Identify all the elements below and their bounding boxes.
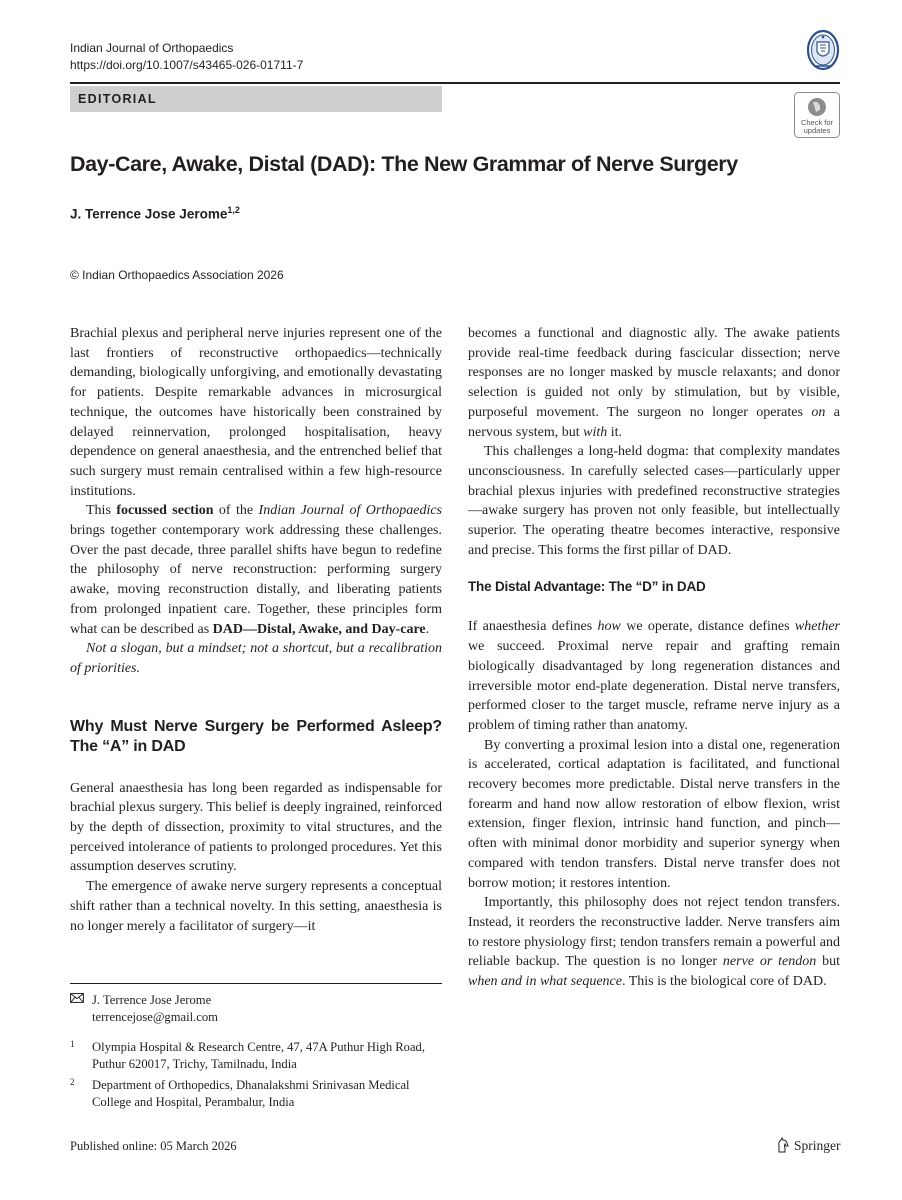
- paragraph: This focussed section of the Indian Journal of Orthopaedics brings together contemporary work addressing these challenges. Over the past decade, three parallel shifts have begun to redefine the philosophy of nerve reconstruction: performing surgery awake, moving reconstruction distally, and liberating patients from prolonged inpatient care. Together, these principles form what can be described as DAD—Distal, Awake, and Day-care.: [70, 503, 443, 637]
- paragraph: By converting a proximal lesion into a distal one, regeneration is accelerated, cortical adaptation is facilitated, and functional recovery becomes more predictable. Distal nerve transfers in the forearm and hand now allow restoration of elbow flexion, wrist extension, finger flexion, intrinsic hand function, and pinch—often with minimal donor morbidity and superior synergy when compared with tendon transfers. Distal nerve transfer does not borrow motion; it restores intention.: [468, 737, 840, 891]
- published-date: Published online: 05 March 2026: [70, 1139, 237, 1153]
- paragraph-italic: Not a slogan, but a mindset; not a shortcut, but a recalibration of priorities.: [70, 641, 442, 676]
- author-affiliations: 1,2: [227, 205, 240, 215]
- article-title: Day-Care, Awake, Distal (DAD): The New Grammar of Nerve Surgery: [70, 152, 738, 176]
- affiliation-text: Department of Orthopedics, Dhanalakshmi Srinivasan Medical College and Hospital, Perambalur, India: [92, 1078, 410, 1109]
- copyright: © Indian Orthopaedics Association 2026: [70, 268, 284, 282]
- page-header: [70, 40, 840, 74]
- paragraph: The emergence of awake nerve surgery represents a conceptual shift rather than a technical novelty. In this setting, anaesthesia is no longer merely a facilitator of surgery—it: [70, 879, 442, 934]
- author-name[interactable]: J. Terrence Jose Jerome: [70, 206, 228, 222]
- springer-horse-icon: [776, 1137, 790, 1153]
- section-label: EDITORIAL: [70, 86, 442, 112]
- paragraph: General anaesthesia has long been regarded as indispensable for brachial plexus surgery. This belief is deeply ingrained, reinforced by the depth of dissection, proximity to vital structures, and the perceived intolerance of patients to prolonged procedures. Yet this assumption deserves scrutiny.: [70, 780, 442, 875]
- check-for-updates-button[interactable]: [794, 92, 840, 138]
- affiliation-number: 2: [70, 1077, 75, 1087]
- check-for-updates-icon: [794, 92, 840, 138]
- publisher-name: Springer: [794, 1138, 841, 1153]
- section-heading: Why Must Nerve Surgery be Performed Asleep? The “A” in DAD: [70, 717, 442, 755]
- check-label-1: Check for: [800, 118, 834, 127]
- author-line: [70, 205, 240, 222]
- contact-email[interactable]: terrencejose@gmail.com: [92, 1009, 218, 1024]
- right-column: [468, 324, 840, 992]
- paragraph: Brachial plexus and peripheral nerve injuries represent one of the last frontiers of reconstructive orthopaedics—technically demanding, biologically unforgiving, and emotionally devastating for patients. Despite remarkable advances in microsurgical technique, the outcomes have historically been constrained by delayed reinnervation, prolonged hospitalisation, heavy dependence on general anaesthesia, and the entrenched belief that such surgery must remain centralised within a few high-resource institutions.: [70, 326, 442, 499]
- left-column: [70, 324, 442, 936]
- journal-name: Indian Journal of Orthopaedics: [70, 41, 234, 55]
- paragraph: If anaesthesia defines how we operate, distance defines whether we succeed. Proximal nerve repair and grafting remain biologically disadvantaged by long regeneration distances and irreversible motor end-plate degeneration. Distal nerve transfers, performed closer to the target muscle, reframe nerve injury as a problem of timing rather than anatomy.: [468, 619, 840, 733]
- contact-name: J. Terrence Jose Jerome: [92, 993, 212, 1007]
- affiliation-number: 1: [70, 1039, 75, 1049]
- journal-seal-icon: [806, 28, 840, 74]
- check-label-2: updates: [803, 126, 831, 135]
- footnote-rule: [70, 983, 442, 984]
- paragraph: This challenges a long-held dogma: that complexity mandates unconsciousness. In carefully selected cases—particularly upper brachial plexus injuries with predefined reconstructive strategies—awake surgery has proven not only feasible, but intellectually superior. The operating theatre becomes interactive, responsive and precise. This forms the first pillar of DAD.: [468, 444, 840, 558]
- paragraph: becomes a functional and diagnostic ally. The awake patients provide real-time feedback during fascicular dissection; nerve responses are no longer masked by muscle relaxants; and donor selection is guided not only by stimulation, but by visible, purposeful movement. The surgeon no longer operates on a nervous system, but with it.: [468, 326, 841, 440]
- envelope-icon: [70, 993, 84, 1003]
- paragraph: Importantly, this philosophy does not reject tendon transfers. Instead, it reorders the reconstructive ladder. Nerve transfers aim to restore physiology first; tendon transfers remain a powerful and reliable backup. The question is no longer nerve or tendon but when and in what sequence. This is the biological core of DAD.: [468, 895, 840, 990]
- affiliation-text: Olympia Hospital & Research Centre, 47, 47A Puthur High Road, Puthur 620017, Trichy, Tamilnadu, India: [92, 1040, 425, 1071]
- section-heading: The Distal Advantage: The “D” in DAD: [468, 579, 706, 595]
- publisher-logo: [776, 1137, 841, 1154]
- doi-link[interactable]: https://doi.org/10.1007/s43465-026-01711-7: [70, 58, 304, 72]
- header-rule: [70, 82, 840, 84]
